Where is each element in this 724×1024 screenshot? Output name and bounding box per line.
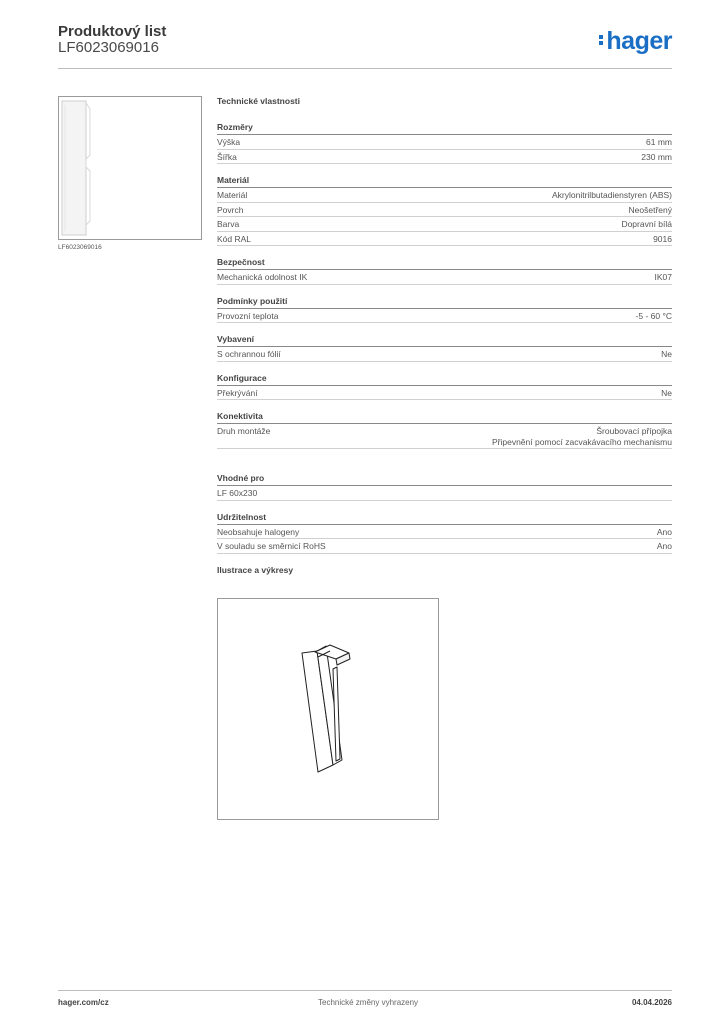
spec-value (492, 426, 672, 447)
page-title: Produktový list (58, 23, 167, 40)
group-title: Konfigurace (217, 373, 672, 386)
spec-label: Šířka (217, 151, 237, 162)
spec-row (217, 309, 672, 324)
spec-group-dimensions (217, 122, 672, 164)
spec-value-line-2: Připevnění pomocí zacvakávacího mechanismu (491, 436, 672, 447)
spec-group-configuration (217, 373, 672, 401)
specs-title: Technické vlastnosti (217, 96, 300, 106)
spec-row (217, 347, 672, 362)
group-title: Konektivita (217, 411, 672, 424)
spec-label: Kód RAL (217, 233, 252, 244)
group-title: Vhodné pro (217, 473, 672, 486)
group-title: Udržitelnost (217, 512, 672, 525)
product-thumbnail (58, 96, 202, 240)
group-title: Bezpečnost (217, 257, 672, 270)
product-code: LF6023069016 (58, 39, 159, 56)
footer-note: Technické změny vyhrazeny (318, 998, 419, 1007)
group-title: Podmínky použití (217, 296, 672, 309)
spec-row (217, 486, 672, 501)
spec-value: Ano (656, 526, 672, 537)
spec-label: Překrývání (217, 387, 258, 398)
spec-row (217, 270, 672, 285)
spec-group-material (217, 175, 672, 246)
spec-label: V souladu se směrnicí RoHS (217, 541, 326, 551)
spec-label: Neobsahuje halogeny (217, 526, 300, 537)
spec-row (217, 203, 672, 218)
spec-row (217, 539, 672, 554)
spec-label: Druh montáže (217, 426, 271, 436)
spec-value: -5 - 60 °C (635, 310, 672, 321)
spec-group-connectivity (217, 411, 672, 449)
logo-text: hager (606, 27, 672, 55)
product-thumbnail-image (59, 97, 201, 239)
spec-value: IK07 (654, 272, 672, 282)
spec-row (217, 525, 672, 540)
group-title: Materiál (217, 175, 672, 188)
spec-label: LF 60x230 (217, 488, 258, 498)
spec-value-line-1: Šroubovací přípojka (596, 426, 672, 436)
spec-label: Výška (217, 137, 241, 147)
spec-value: 61 mm (646, 137, 672, 147)
thumbnail-caption: LF6023069016 (58, 244, 102, 251)
group-title: Rozměry (217, 122, 672, 135)
header-divider (58, 68, 672, 69)
spec-group-safety (217, 257, 672, 285)
footer-divider (58, 990, 672, 991)
spec-label: S ochrannou fólií (217, 349, 281, 359)
spec-label: Barva (217, 219, 240, 229)
spec-value: Dopravní bílá (621, 219, 672, 229)
spec-row (217, 232, 672, 247)
spec-value: Akrylonitrilbutadienstyren (ABS) (552, 190, 672, 200)
spec-group-suitable-for (217, 473, 672, 501)
spec-value: Ne (661, 349, 672, 359)
spec-value: 230 mm (641, 151, 672, 162)
spec-row (217, 386, 672, 401)
spec-label: Provozní teplota (217, 310, 279, 321)
spec-value: Neošetřený (628, 204, 672, 215)
technical-specs (217, 96, 672, 575)
footer-date: 04.04.2026 (631, 998, 672, 1007)
spec-group-equipment (217, 334, 672, 362)
illustrations-title: Ilustrace a výkresy (217, 564, 294, 575)
spec-label: Povrch (217, 204, 244, 215)
spec-value: Ano (656, 541, 672, 551)
end-cap-drawing-image (218, 599, 438, 819)
footer-website-link[interactable]: hager.com/cz (58, 998, 109, 1007)
spec-row (217, 188, 672, 203)
spec-value: Ne (661, 387, 672, 398)
spec-row (217, 150, 672, 165)
spec-label: Materiál (217, 190, 248, 200)
spec-label: Mechanická odolnost IK (217, 272, 308, 282)
spec-group-conditions (217, 296, 672, 324)
group-title: Vybavení (217, 334, 672, 347)
spec-group-sustainability (217, 512, 672, 554)
spec-row (217, 424, 672, 449)
logo-dots-icon (599, 33, 605, 47)
hager-logo[interactable] (599, 27, 672, 56)
illustration-drawing (217, 598, 439, 820)
spec-value: 9016 (653, 233, 672, 244)
spec-row (217, 135, 672, 150)
spec-row (217, 217, 672, 232)
